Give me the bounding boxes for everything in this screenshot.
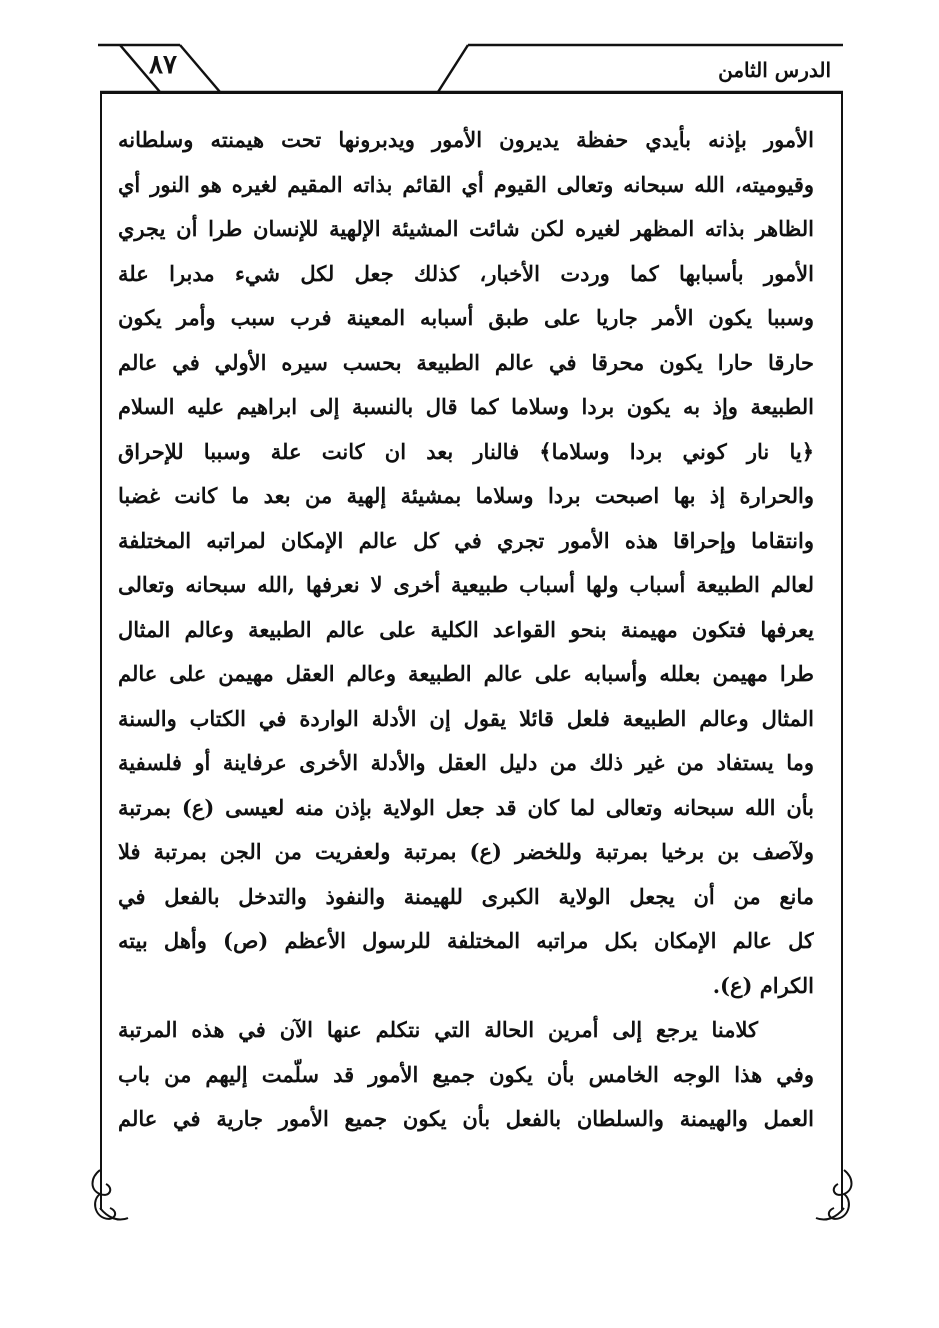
text-line: الطبيعة وإذ به يكون بردا وسلاما كما قال بالنسبة إلى ابراهيم عليه السلام <box>118 394 814 419</box>
quran-verse-line: ﴿يا نار كوني بردا وسلاما﴾ فالنار بعد ان كانت علة وسببا للإحراق <box>118 438 814 464</box>
text-line: وسببا يكون الأمر جاريا على طبق أسبابه المعينة فرب سبب وأمر يكون <box>118 305 814 330</box>
text-line: وقيوميته، الله سبحانه وتعالى القيوم أي القائم بذاته المقيم لغيره هو النور أي <box>118 171 814 197</box>
text-line: لعالم الطبيعة أسباب ولها أسباب طبيعية أخرى لا نعرفها ,الله سبحانه وتعالى <box>118 572 814 597</box>
text-line: يعرفها فتكون مهيمنة بنحو القواعد الكلية على عالم الطبيعة وعالم المثال <box>118 616 814 642</box>
text-line: ولآصف بن برخيا بمرتبة وللخضر (ع) بمرتبة ولعفريت من الجن بمرتبة فلا <box>118 839 814 864</box>
text-line: وفي هذا الوجه الخامس بأن يكون جميع الأمور قد سلّمت إليهم من باب <box>118 1061 814 1087</box>
text-line: الأمور بأسبابها كما وردت الأخبار، كذلك جعل لكل شيء مدبرا علة <box>118 260 814 286</box>
text-line: الظاهر بذاته المظهر لغيره لكن شائت المشيئة الإلهية للإنسان طرا أن يجري <box>118 216 814 241</box>
paragraph-start-line: كلامنا يرجع إلى أمرين الحالة التي نتكلم عنها الآن في هذه المرتبة <box>118 1017 758 1042</box>
text-line: طرا مهيمن بعلله وأسبابه على عالم الطبيعة وعالم العقل مهيمن على عالم <box>118 661 814 686</box>
text-line: مانع من أن يجعل الولاية الكبرى للهيمنة والنفوذ والتدخل بالفعل في <box>118 883 814 909</box>
chapter-title: الدرس الثامن <box>718 58 831 82</box>
scroll-ornament <box>88 1160 856 1230</box>
page-number: ٨٧ <box>149 50 177 80</box>
body-text <box>118 118 814 1142</box>
text-line: والحرارة إذ بها اصبحت بردا وسلاما بمشيئة إلهية من بعد ما كانت غضبا <box>118 483 814 508</box>
text-line: كل عالم الإمكان بكل مراتبه المختلفة للرسول الأعظم (ص) وأهل بيته <box>118 928 814 953</box>
text-line: الكرام (ع). <box>712 972 814 998</box>
text-line: المثال وعالم الطبيعة فلعل قائلا يقول إن الأدلة الواردة في الكتاب والسنة <box>118 705 814 731</box>
text-line: العمل والهيمنة والسلطان بالفعل بأن يكون جميع الأمور جارية في عالم <box>118 1106 814 1131</box>
text-line: وما يستفاد من غير ذلك من دليل العقل والأدلة الأخرى عرفاينة أو فلسفية <box>118 750 814 775</box>
text-line: بأن الله سبحانه وتعالى لما كان قد جعل الولاية بإذن منه لعيسى (ع) بمرتبة <box>118 794 814 820</box>
text-line: وانتقاما وإحراقا هذه الأمور تجري في كل عالم الإمكان لمراتبه المختلفة <box>118 527 814 553</box>
text-line: الأمور بإذنه بأيدي حفظة يديرون الأمور ويدبرونها تحت هيمنته وسلطانه <box>118 127 814 152</box>
text-line: حارقا حارا يكون محرقا في عالم الطبيعة بحسب سيره الأولي في عالم <box>118 349 814 375</box>
